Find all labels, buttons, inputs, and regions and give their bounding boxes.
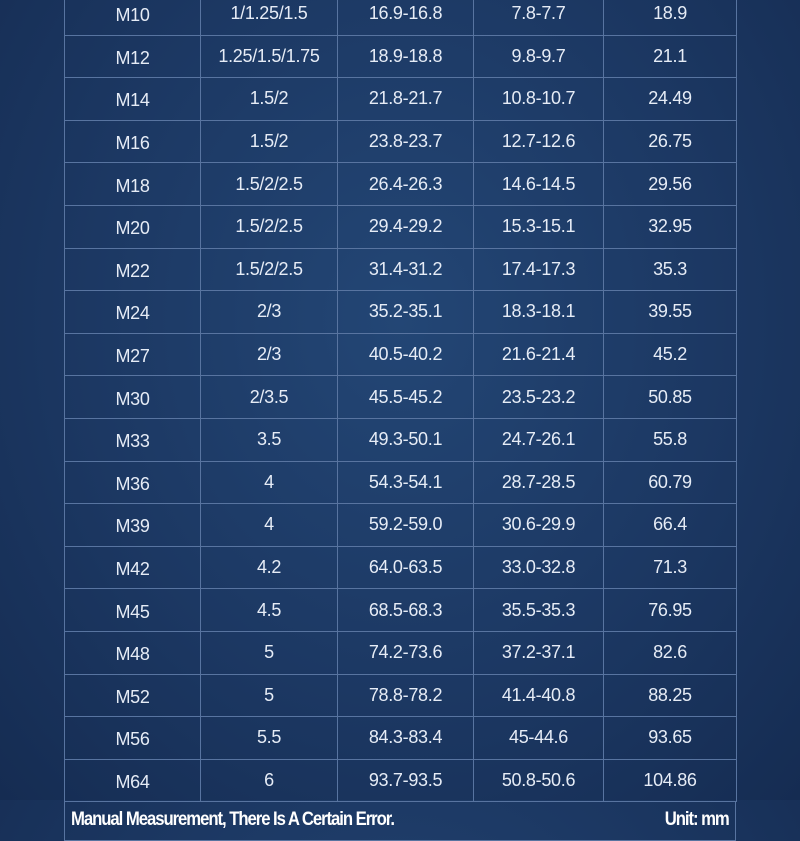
inner-diameter-cell: 30.6-29.9 <box>474 504 604 547</box>
hex-size-cell: 71.3 <box>604 546 737 589</box>
table-row <box>65 120 737 163</box>
inner-diameter-cell: 10.8-10.7 <box>474 78 604 121</box>
table-row <box>65 248 737 291</box>
pitch-cell: 5 <box>201 631 338 674</box>
outer-diameter-cell: 23.8-23.7 <box>338 120 474 163</box>
inner-diameter-cell: 50.8-50.6 <box>474 759 604 802</box>
hex-size-cell: 104.86 <box>604 759 737 802</box>
table-row <box>65 759 737 802</box>
pitch-cell: 1.5/2/2.5 <box>201 163 338 206</box>
outer-diameter-cell: 18.9-18.8 <box>338 35 474 78</box>
table-row <box>65 674 737 717</box>
pitch-cell: 3.5 <box>201 418 338 461</box>
hex-size-cell: 26.75 <box>604 120 737 163</box>
outer-diameter-cell: 35.2-35.1 <box>338 291 474 334</box>
hex-size-cell: 35.3 <box>604 248 737 291</box>
table-row <box>65 78 737 121</box>
outer-diameter-cell: 49.3-50.1 <box>338 418 474 461</box>
thread-size-cell: M52 <box>65 674 201 717</box>
measurement-note: Manual Measurement, There Is A Certain Error. <box>71 809 394 831</box>
size-table-body <box>65 0 737 802</box>
thread-size-cell: M10 <box>65 0 201 35</box>
outer-diameter-cell: 64.0-63.5 <box>338 546 474 589</box>
thread-size-cell: M45 <box>65 589 201 632</box>
pitch-cell: 4 <box>201 504 338 547</box>
thread-size-cell: M48 <box>65 631 201 674</box>
outer-diameter-cell: 16.9-16.8 <box>338 0 474 35</box>
inner-diameter-cell: 37.2-37.1 <box>474 631 604 674</box>
outer-diameter-cell: 93.7-93.5 <box>338 759 474 802</box>
thread-size-cell: M27 <box>65 333 201 376</box>
inner-diameter-cell: 14.6-14.5 <box>474 163 604 206</box>
outer-diameter-cell: 68.5-68.3 <box>338 589 474 632</box>
outer-diameter-cell: 31.4-31.2 <box>338 248 474 291</box>
pitch-cell: 1/1.25/1.5 <box>201 0 338 35</box>
pitch-cell: 1.5/2/2.5 <box>201 205 338 248</box>
inner-diameter-cell: 45-44.6 <box>474 717 604 760</box>
table-row <box>65 0 737 35</box>
hex-size-cell: 50.85 <box>604 376 737 419</box>
outer-diameter-cell: 21.8-21.7 <box>338 78 474 121</box>
hex-size-cell: 32.95 <box>604 205 737 248</box>
hex-size-cell: 66.4 <box>604 504 737 547</box>
pitch-cell: 4 <box>201 461 338 504</box>
thread-size-cell: M24 <box>65 291 201 334</box>
inner-diameter-cell: 35.5-35.3 <box>474 589 604 632</box>
inner-diameter-cell: 41.4-40.8 <box>474 674 604 717</box>
thread-size-cell: M42 <box>65 546 201 589</box>
outer-diameter-cell: 29.4-29.2 <box>338 205 474 248</box>
table-row <box>65 333 737 376</box>
thread-size-cell: M39 <box>65 504 201 547</box>
pitch-cell: 6 <box>201 759 338 802</box>
thread-size-cell: M14 <box>65 78 201 121</box>
inner-diameter-cell: 24.7-26.1 <box>474 418 604 461</box>
thread-size-cell: M22 <box>65 248 201 291</box>
table-row <box>65 631 737 674</box>
table-row <box>65 589 737 632</box>
pitch-cell: 4.2 <box>201 546 338 589</box>
table-row <box>65 717 737 760</box>
hex-size-cell: 76.95 <box>604 589 737 632</box>
inner-diameter-cell: 33.0-32.8 <box>474 546 604 589</box>
pitch-cell: 5 <box>201 674 338 717</box>
hex-size-cell: 88.25 <box>604 674 737 717</box>
thread-size-cell: M16 <box>65 120 201 163</box>
thread-size-cell: M30 <box>65 376 201 419</box>
pitch-cell: 2/3.5 <box>201 376 338 419</box>
pitch-cell: 2/3 <box>201 333 338 376</box>
inner-diameter-cell: 28.7-28.5 <box>474 461 604 504</box>
table-row <box>65 291 737 334</box>
hex-size-cell: 21.1 <box>604 35 737 78</box>
outer-diameter-cell: 78.8-78.2 <box>338 674 474 717</box>
outer-diameter-cell: 45.5-45.2 <box>338 376 474 419</box>
outer-diameter-cell: 84.3-83.4 <box>338 717 474 760</box>
inner-diameter-cell: 15.3-15.1 <box>474 205 604 248</box>
thread-size-cell: M20 <box>65 205 201 248</box>
inner-diameter-cell: 9.8-9.7 <box>474 35 604 78</box>
outer-diameter-cell: 40.5-40.2 <box>338 333 474 376</box>
hex-size-cell: 60.79 <box>604 461 737 504</box>
table-row <box>65 461 737 504</box>
table-row <box>65 546 737 589</box>
thread-size-cell: M33 <box>65 418 201 461</box>
pitch-cell: 1.25/1.5/1.75 <box>201 35 338 78</box>
pitch-cell: 1.5/2 <box>201 78 338 121</box>
outer-diameter-cell: 74.2-73.6 <box>338 631 474 674</box>
size-chart <box>64 0 736 841</box>
pitch-cell: 1.5/2/2.5 <box>201 248 338 291</box>
hex-size-cell: 93.65 <box>604 717 737 760</box>
hex-size-cell: 29.56 <box>604 163 737 206</box>
thread-size-cell: M18 <box>65 163 201 206</box>
pitch-cell: 1.5/2 <box>201 120 338 163</box>
pitch-cell: 4.5 <box>201 589 338 632</box>
thread-size-cell: M56 <box>65 717 201 760</box>
hex-size-cell: 39.55 <box>604 291 737 334</box>
thread-size-cell: M36 <box>65 461 201 504</box>
hex-size-cell: 24.49 <box>604 78 737 121</box>
table-row <box>65 376 737 419</box>
inner-diameter-cell: 17.4-17.3 <box>474 248 604 291</box>
pitch-cell: 2/3 <box>201 291 338 334</box>
pitch-cell: 5.5 <box>201 717 338 760</box>
table-row <box>65 418 737 461</box>
table-footer <box>64 802 736 841</box>
inner-diameter-cell: 23.5-23.2 <box>474 376 604 419</box>
thread-size-cell: M12 <box>65 35 201 78</box>
hex-size-cell: 18.9 <box>604 0 737 35</box>
size-table <box>64 0 737 802</box>
outer-diameter-cell: 26.4-26.3 <box>338 163 474 206</box>
inner-diameter-cell: 21.6-21.4 <box>474 333 604 376</box>
hex-size-cell: 55.8 <box>604 418 737 461</box>
inner-diameter-cell: 7.8-7.7 <box>474 0 604 35</box>
outer-diameter-cell: 54.3-54.1 <box>338 461 474 504</box>
hex-size-cell: 82.6 <box>604 631 737 674</box>
table-row <box>65 504 737 547</box>
thread-size-cell: M64 <box>65 759 201 802</box>
outer-diameter-cell: 59.2-59.0 <box>338 504 474 547</box>
inner-diameter-cell: 12.7-12.6 <box>474 120 604 163</box>
table-row <box>65 35 737 78</box>
table-row <box>65 163 737 206</box>
hex-size-cell: 45.2 <box>604 333 737 376</box>
unit-label: Unit: mm <box>664 809 729 831</box>
inner-diameter-cell: 18.3-18.1 <box>474 291 604 334</box>
table-row <box>65 205 737 248</box>
